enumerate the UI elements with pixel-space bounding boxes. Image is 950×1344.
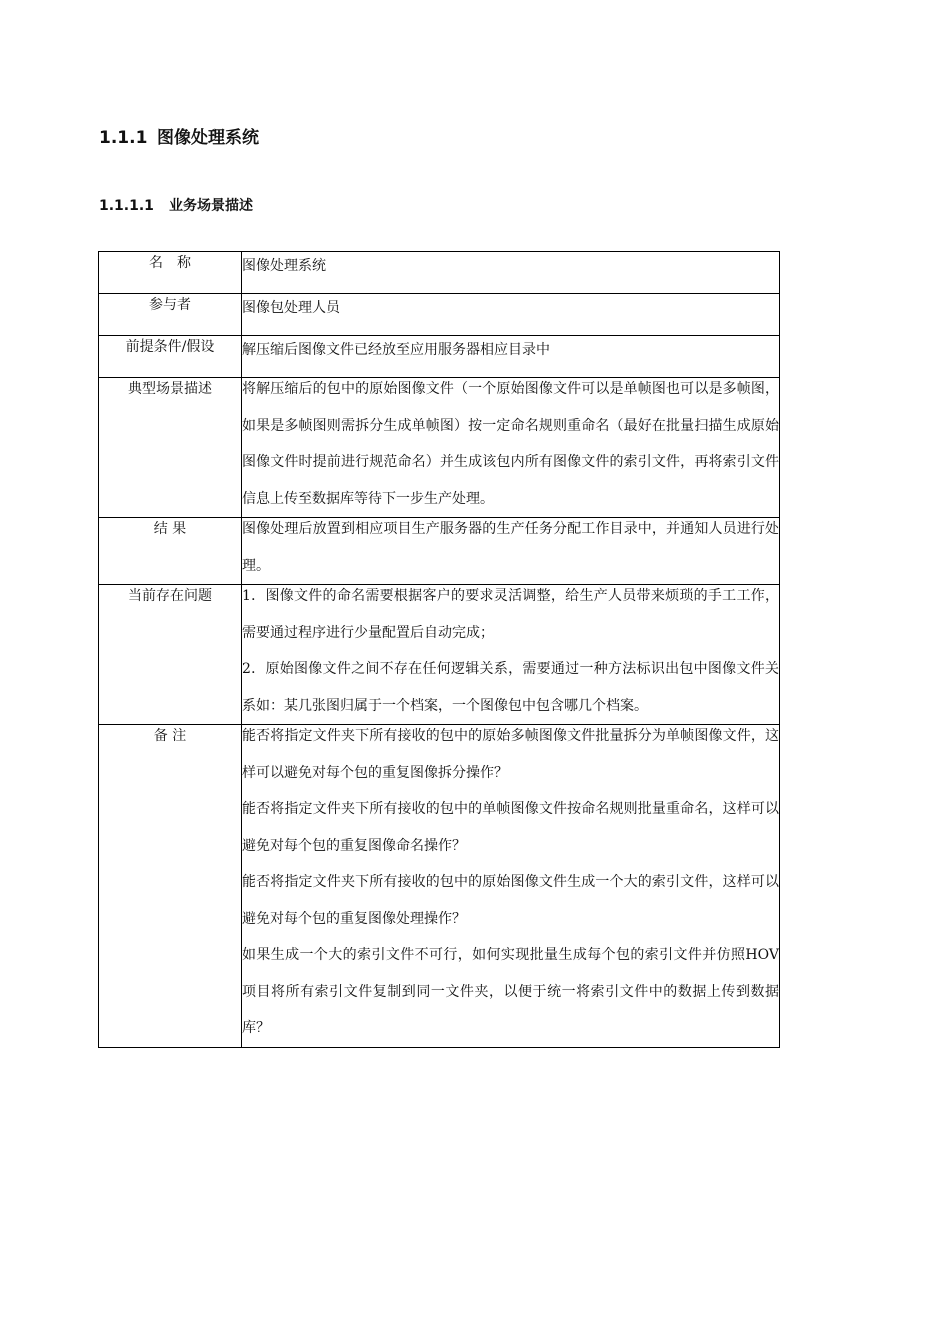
table-row-result (99, 518, 780, 585)
row-label: 当前存在问题 (99, 585, 242, 725)
table-row-participant (99, 294, 780, 336)
row-paragraph: 2．原始图像文件之间不存在任何逻辑关系，需要通过一种方法标识出包中图像文件关系如：某几张图归属于一个档案，一个图像包中包含哪几个档案。 (242, 661, 779, 714)
row-label: 备 注 (99, 725, 242, 1048)
row-paragraph: 能否将指定文件夹下所有接收的包中的原始多帧图像文件批量拆分为单帧图像文件，这样可以避免对每个包的重复图像拆分操作？ (242, 728, 779, 781)
table-row-scenario (99, 378, 780, 518)
section-number: 1.1.1 (99, 128, 148, 148)
subsection-number: 1.1.1.1 (99, 198, 154, 214)
row-value (242, 585, 780, 725)
row-paragraph: 如果生成一个大的索引文件不可行，如何实现批量生成每个包的索引文件并仿照HOV项目将所有索引文件复制到同一文件夹，以便于统一将索引文件中的数据上传到数据库？ (242, 947, 779, 1036)
row-paragraph: 能否将指定文件夹下所有接收的包中的单帧图像文件按命名规则批量重命名，这样可以避免对每个包的重复图像命名操作？ (242, 801, 779, 854)
table-row-remarks (99, 725, 780, 1048)
row-label: 典型场景描述 (99, 378, 242, 518)
business-scenario-table (98, 251, 780, 1048)
row-paragraph: 图像包处理人员 (242, 300, 340, 316)
row-paragraph: 将解压缩后的包中的原始图像文件（一个原始图像文件可以是单帧图也可以是多帧图，如果是多帧图则需拆分生成单帧图）按一定命名规则重命名（最好在批量扫描生成原始图像文件时提前进行规范命名）并生成该包内所有图像文件的索引文件，再将索引文件信息上传至数据库等待下一步生产处理。 (242, 381, 779, 507)
row-label: 结 果 (99, 518, 242, 585)
row-value (242, 725, 780, 1048)
section-heading-1-1-1 (99, 125, 259, 151)
table-row-name (99, 252, 780, 294)
section-title: 图像处理系统 (157, 128, 259, 148)
row-value (242, 378, 780, 518)
subsection-title: 业务场景描述 (169, 198, 253, 214)
row-value (242, 252, 780, 294)
row-paragraph: 图像处理后放置到相应项目生产服务器的生产任务分配工作目录中，并通知人员进行处理。 (242, 521, 779, 574)
table-row-issues (99, 585, 780, 725)
row-paragraph: 图像处理系统 (242, 258, 326, 274)
row-label: 名 称 (99, 252, 242, 294)
row-label: 前提条件/假设 (99, 336, 242, 378)
subsection-heading-1-1-1-1 (99, 195, 253, 217)
row-label: 参与者 (99, 294, 242, 336)
row-value (242, 294, 780, 336)
row-value (242, 518, 780, 585)
row-paragraph: 能否将指定文件夹下所有接收的包中的原始图像文件生成一个大的索引文件，这样可以避免对每个包的重复图像处理操作？ (242, 874, 779, 927)
row-paragraph: 解压缩后图像文件已经放至应用服务器相应目录中 (242, 342, 550, 358)
row-paragraph: 1．图像文件的命名需要根据客户的要求灵活调整，给生产人员带来烦琐的手工工作，需要通过程序进行少量配置后自动完成； (242, 588, 779, 641)
